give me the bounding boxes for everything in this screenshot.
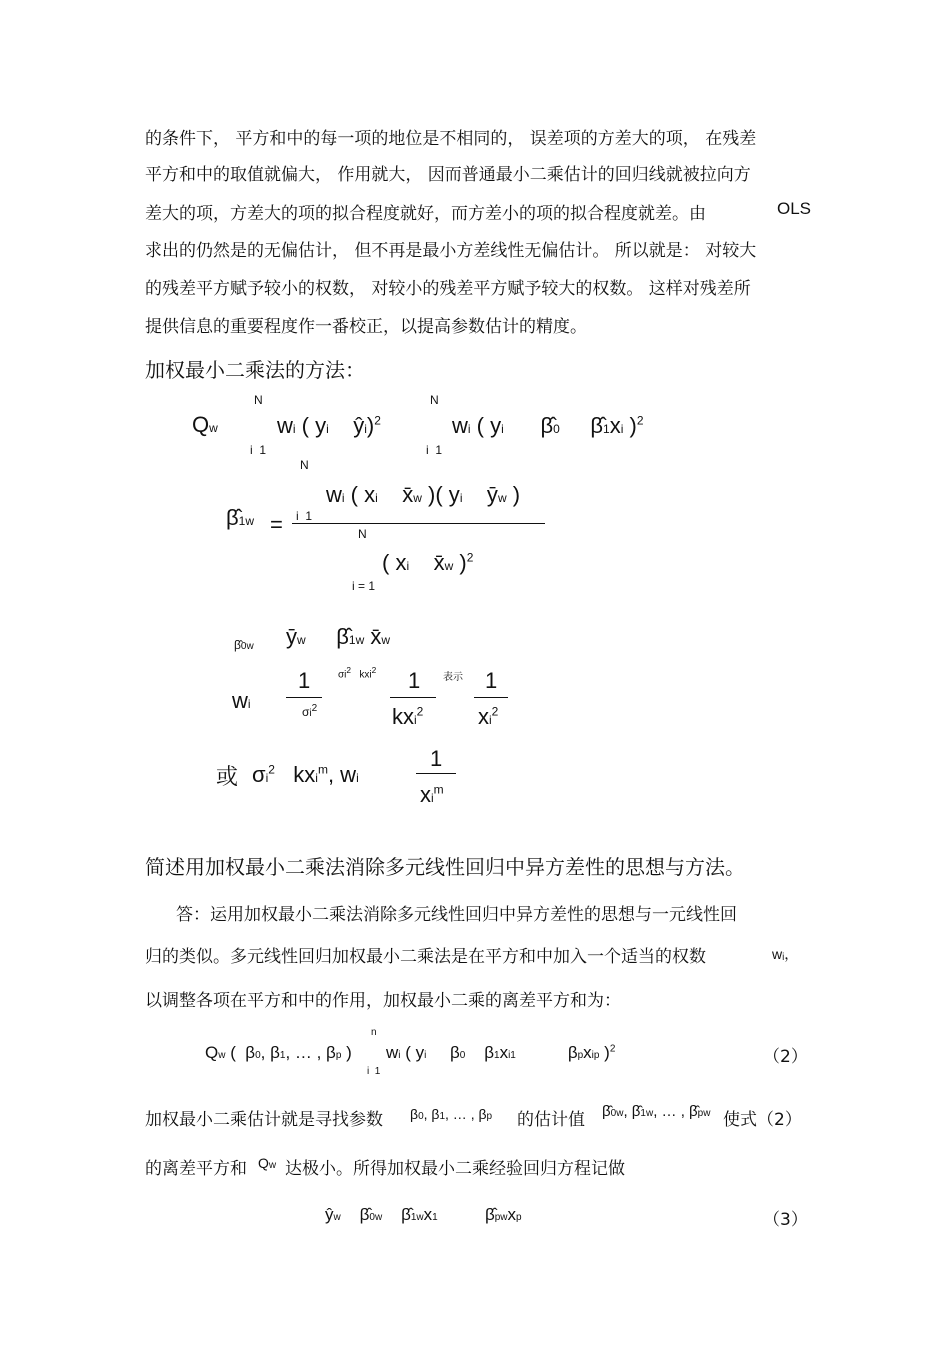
para1-line1: 的条件下， 平方和中的每一项的地位是不相同的， 误差项的方差大的项， 在残差 bbox=[145, 129, 757, 149]
para2-line2: 归的类似。多元线性回归加权最小二乘法是在平方和中加入一个适当的权数 bbox=[145, 947, 706, 967]
section-heading-method: 加权最小二乘法的方法： bbox=[145, 358, 365, 382]
para2-wi: wᵢ， bbox=[772, 946, 799, 962]
para1-line5: 的残差平方赋予较小的权数， 对较小的残差平方赋予较大的权数。 这样对残差所 bbox=[145, 279, 751, 299]
para1-line6: 提供信息的重要程度作一番校正，以提高参数估计的精度。 bbox=[145, 317, 587, 337]
para1-line4: 求出的仍然是的无偏估计， 但不再是最小方差线性无偏估计。 所以就是： 对较大 bbox=[145, 241, 757, 261]
para3-line1c: 使式（2） bbox=[723, 1110, 802, 1130]
para1-line2: 平方和中的取值就偏大， 作用就大， 因而普通最小二乘估计的回归线就被拉向方 bbox=[145, 165, 751, 185]
para3-estimates: β̂0w, β̂1w, … , β̂pw bbox=[602, 1103, 711, 1120]
para3-line1a: 加权最小二乘估计就是寻找参数 bbox=[145, 1110, 383, 1130]
para2-line3: 以调整各项在平方和中的作用，加权最小二乘的离差平方和为： bbox=[145, 991, 621, 1011]
equation-2-number: （2） bbox=[763, 1047, 808, 1067]
para3-line1b: 的估计值 bbox=[517, 1110, 585, 1130]
para3-params: β0, β1, … , βp bbox=[410, 1106, 493, 1122]
para3-line2a: 的离差平方和 bbox=[145, 1159, 247, 1179]
para1-line3: 差大的项，方差大的项的拟合程度就好，而方差小的项的拟合程度就差。由 bbox=[145, 204, 706, 224]
para1-ols: OLS bbox=[777, 199, 812, 218]
equation-3-number: （3） bbox=[763, 1210, 808, 1230]
section-heading-question: 简述用加权最小二乘法消除多元线性回归中异方差性的思想与方法。 bbox=[145, 855, 745, 879]
para3-qw: Qw bbox=[258, 1155, 277, 1171]
para3-line2b: 达极小。所得加权最小二乘经验回归方程记做 bbox=[285, 1159, 625, 1179]
para2-line1: 答：运用加权最小二乘法消除多元线性回归中异方差性的思想与一元线性回 bbox=[176, 905, 737, 925]
